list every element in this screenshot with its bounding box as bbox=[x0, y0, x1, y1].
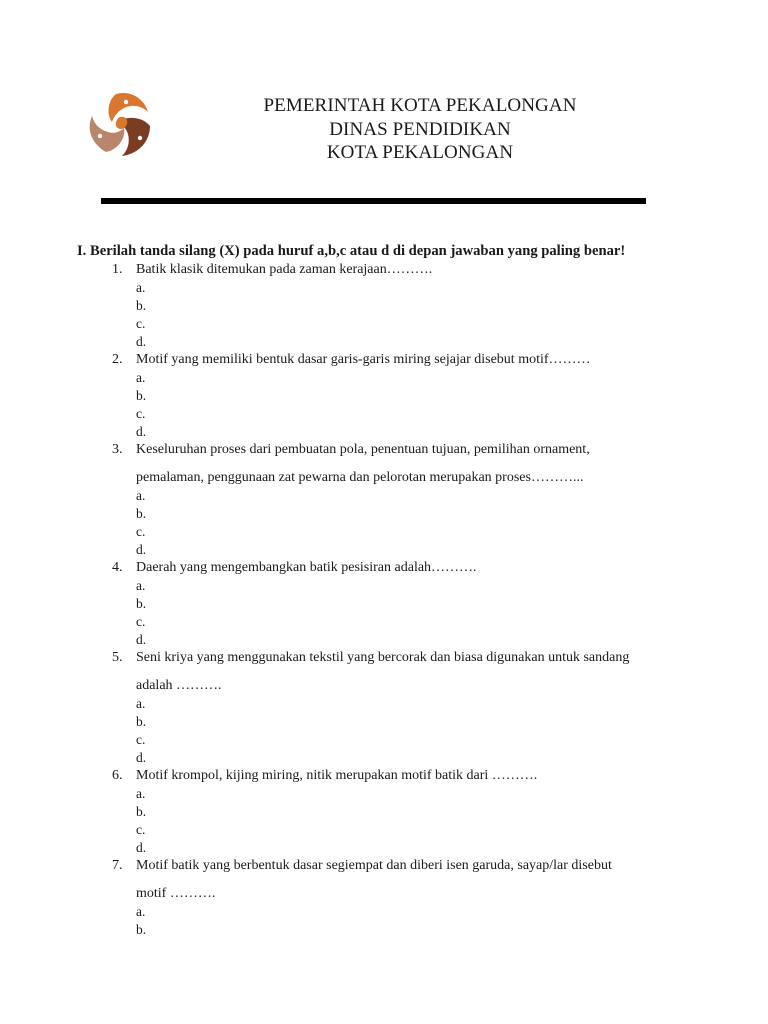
question-text: Motif batik yang berbentuk dasar segiempat dan diberi isen garuda, sayap/lar disebut bbox=[136, 858, 612, 873]
question-number: 4. bbox=[112, 560, 123, 575]
answer-option: d. bbox=[136, 750, 147, 765]
answer-option: d. bbox=[136, 632, 147, 647]
answer-option: d. bbox=[136, 334, 147, 349]
question-number: 7. bbox=[112, 858, 123, 873]
question-number: 6. bbox=[112, 768, 123, 783]
answer-option: b. bbox=[136, 714, 147, 729]
answer-option: b. bbox=[136, 922, 147, 937]
answer-option: c. bbox=[136, 406, 146, 421]
header-city: KOTA PEKALONGAN bbox=[326, 142, 514, 163]
section-instruction: I. Berilah tanda silang (X) pada huruf a,b,c atau d di depan jawaban yang paling benar! bbox=[77, 243, 626, 259]
header-divider bbox=[101, 198, 646, 204]
question-text: Motif yang memiliki bentuk dasar garis-garis miring sejajar disebut motif……… bbox=[136, 352, 591, 367]
question-text: motif ………. bbox=[136, 886, 216, 901]
answer-option: d. bbox=[136, 840, 147, 855]
question-number: 2. bbox=[112, 352, 123, 367]
answer-option: a. bbox=[136, 280, 146, 295]
answer-option: c. bbox=[136, 316, 146, 331]
answer-option: c. bbox=[136, 822, 146, 837]
document-header bbox=[200, 94, 640, 165]
answer-option: a. bbox=[136, 370, 146, 385]
header-department: DINAS PENDIDIKAN bbox=[329, 118, 511, 140]
answer-option: a. bbox=[136, 578, 146, 593]
question-number: 1. bbox=[112, 262, 123, 277]
question-text: pemalaman, penggunaan zat pewarna dan pelorotan merupakan proses………... bbox=[136, 470, 584, 485]
question-number: 3. bbox=[112, 442, 123, 457]
question-text: Batik klasik ditemukan pada zaman kerajaan………. bbox=[136, 262, 433, 277]
question-number: 5. bbox=[112, 650, 123, 665]
answer-option: c. bbox=[136, 614, 146, 629]
question-text: Daerah yang mengembangkan batik pesisiran adalah………. bbox=[136, 560, 477, 575]
city-logo-icon bbox=[86, 90, 154, 158]
answer-option: b. bbox=[136, 804, 147, 819]
answer-option: a. bbox=[136, 786, 146, 801]
question-text: Seni kriya yang menggunakan tekstil yang bercorak dan biasa digunakan untuk sandang bbox=[136, 650, 630, 665]
answer-option: a. bbox=[136, 488, 146, 503]
answer-option: a. bbox=[136, 904, 146, 919]
question-text: Motif krompol, kijing miring, nitik merupakan motif batik dari ………. bbox=[136, 768, 538, 783]
answer-option: c. bbox=[136, 732, 146, 747]
answer-option: b. bbox=[136, 298, 147, 313]
answer-option: d. bbox=[136, 542, 147, 557]
answer-option: b. bbox=[136, 506, 147, 521]
question-text: adalah ………. bbox=[136, 678, 222, 693]
answer-option: b. bbox=[136, 596, 147, 611]
question-text: Keseluruhan proses dari pembuatan pola, penentuan tujuan, pemilihan ornament, bbox=[136, 442, 590, 457]
answer-option: b. bbox=[136, 388, 147, 403]
answer-option: a. bbox=[136, 696, 146, 711]
answer-option: d. bbox=[136, 424, 147, 439]
answer-option: c. bbox=[136, 524, 146, 539]
header-government: PEMERINTAH KOTA PEKALONGAN bbox=[263, 95, 577, 116]
